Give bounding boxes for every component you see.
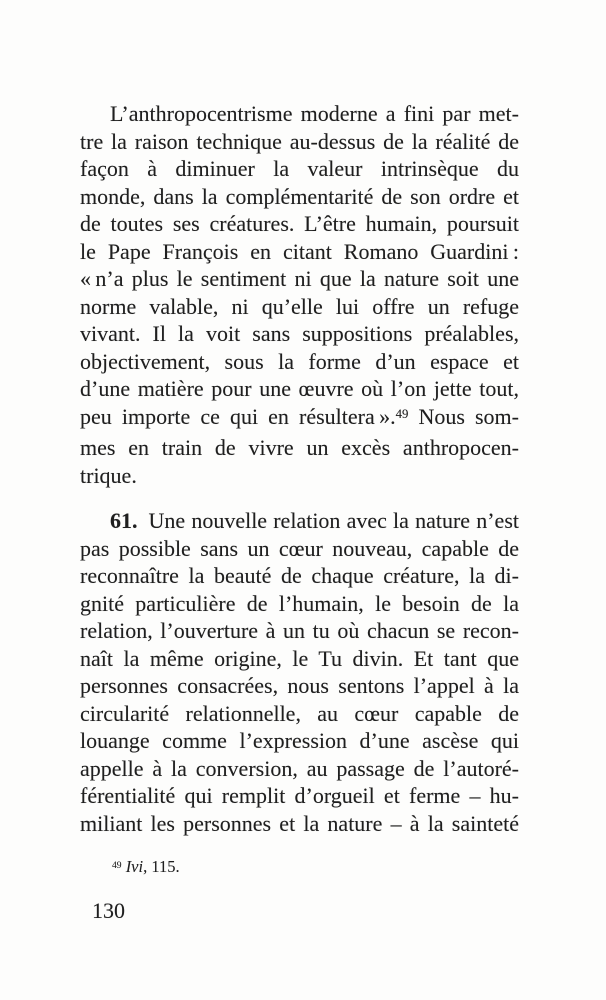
text-segment: L’anthropocentrisme moderne a fini par met- [110,101,519,126]
text-line [80,507,519,535]
text-segment: vivant. Il la voit sans suppositions préalables, [80,321,519,346]
text-segment: Une nouvelle relation avec la nature n’est [137,508,519,533]
text-segment: reconnaître la beauté de chaque créature, la di- [80,563,519,588]
text-line [80,727,519,755]
text-segment: d’une matière pour une œuvre où l’on jette tout, [80,376,519,401]
text-segment: monde, dans la complémentarité de son ordre et [80,183,519,209]
text-segment: mes en train de vivre un excès anthropocen- [80,435,519,460]
text-line [80,782,519,810]
text-line [80,293,519,321]
text-segment: miliant les personnes et la nature – à la sainteté [80,810,519,836]
text-segment: 49 [395,406,409,421]
text-line [80,617,519,645]
text-segment: férentialité qui remplit d’orgueil et ferme – hu- [80,783,519,808]
text-line [80,700,519,728]
text-line [80,562,519,590]
text-segment: appelle à la conversion, au passage de l’autoré- [80,755,519,781]
text-segment: tre la raison technique au-dessus de la réalité de [80,128,519,154]
text-line [80,462,519,490]
text-line [80,100,519,128]
body-text [80,100,519,837]
text-line [80,535,519,563]
text-line [80,183,519,211]
text-segment: le Pape François en citant Romano Guardini : [80,238,519,264]
text-segment: objectivement, sous la forme d’un espace et [80,348,519,374]
text-line [80,238,519,266]
text-line [80,375,519,403]
text-segment: peu importe ce qui en résultera ». [80,403,396,429]
text-line [80,755,519,783]
text-segment: personnes consacrées, nous sentons l’appel à la [80,673,519,698]
text-segment: pas possible sans un cœur nouveau, capable de [80,535,519,561]
text-line [80,265,519,293]
text-line [80,645,519,673]
text-segment: « n’a plus le sentiment ni que la nature soit une [80,266,519,291]
text-segment: circularité relationnelle, au cœur capable de [80,700,519,726]
text-line [80,348,519,376]
text-line [80,128,519,156]
footnote [80,856,551,881]
text-line [80,155,519,183]
page-number: 130 [92,898,125,923]
text-line [80,672,519,700]
text-line [80,320,519,348]
text-line [80,403,519,435]
text-segment: Ivi [125,857,144,876]
text-line [80,210,519,238]
text-line [80,810,519,838]
text-segment: 61. [110,508,138,533]
text-segment: louange comme l’expression d’une ascèse qui [80,728,519,753]
text-segment: , 115. [143,857,180,876]
text-segment: Nous som- [408,403,519,429]
paragraph [80,507,519,837]
text-line [80,590,519,618]
text-line [80,434,519,462]
paragraph [80,100,519,489]
text-segment: norme valable, ni qu’elle lui offre un refuge [80,293,519,319]
text-segment: naît la même origine, le Tu divin. Et tant que [80,645,519,671]
text-segment: de toutes ses créatures. L’être humain, poursuit [80,211,519,236]
text-segment: gnité particulière de l’humain, le besoin de la [80,590,519,616]
text-segment: relation, l’ouverture à un tu où chacun se recon- [80,618,519,643]
text-segment: façon à diminuer la valeur intrinsèque du [80,156,519,181]
text-segment: trique. [80,462,137,488]
text-segment: 49 [112,859,122,871]
